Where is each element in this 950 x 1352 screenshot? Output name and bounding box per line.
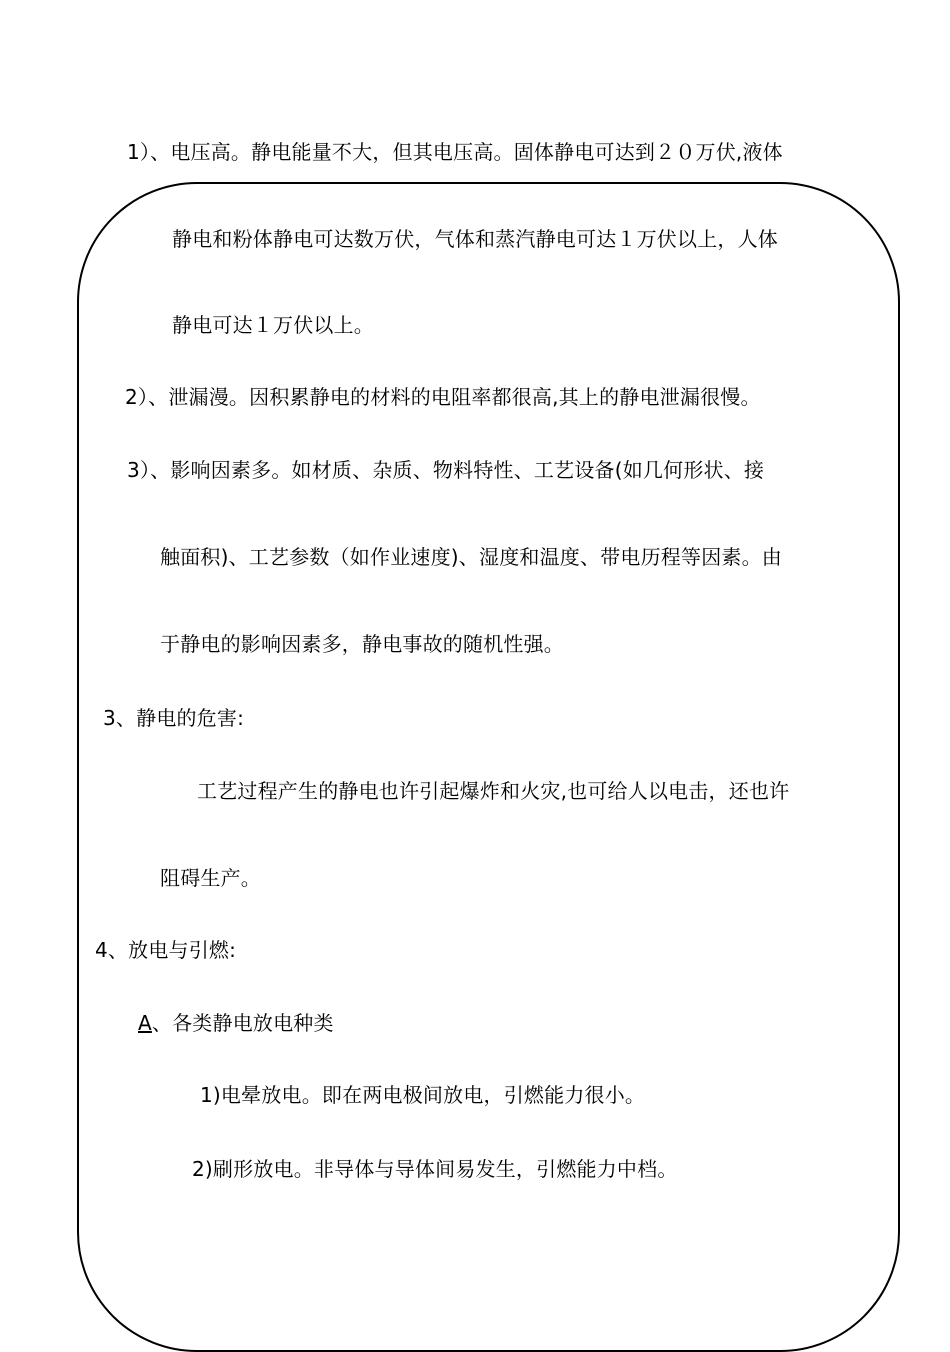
subheading-discharge-types xyxy=(138,1011,334,1035)
text-line-hazards: 工艺过程产生的静电也许引起爆炸和火灾,也可给人以电击，还也许 xyxy=(197,779,790,803)
section-letter-a: A xyxy=(138,1011,152,1035)
text-line-voltage-end: 静电可达１万伏以上。 xyxy=(172,313,374,337)
text-line-voltage-high: 1）、电压高。静电能量不大，但其电压高。固体静电可达到２０万伏,液体 xyxy=(127,140,783,164)
text-line-hazards-end: 阻碍生产。 xyxy=(160,866,261,890)
text-line-brush: 2)刷形放电。非导体与导体间易发生，引燃能力中档。 xyxy=(192,1157,678,1181)
subheading-discharge-types-text: 、各类静电放电种类 xyxy=(151,1011,334,1035)
text-line-voltage-cont: 静电和粉体静电可达数万伏，气体和蒸汽静电可达１万伏以上，人体 xyxy=(172,227,778,251)
text-line-factors-cont: 触面积)、工艺参数（如作业速度)、湿度和温度、带电历程等因素。由 xyxy=(160,545,783,569)
heading-hazards: 3、静电的危害: xyxy=(103,706,245,730)
text-line-factors-end: 于静电的影响因素多，静电事故的随机性强。 xyxy=(160,632,564,656)
text-line-leakage: 2）、泄漏漫。因积累静电的材料的电阻率都很高,其上的静电泄漏很慢。 xyxy=(125,385,761,409)
text-line-factors: 3）、影响因素多。如材质、杂质、物料特性、工艺设备(如几何形状、接 xyxy=(127,458,765,482)
heading-discharge-ignition: 4、放电与引燃: xyxy=(95,938,237,962)
text-line-corona: 1)电晕放电。即在两电极间放电，引燃能力很小。 xyxy=(200,1083,646,1107)
